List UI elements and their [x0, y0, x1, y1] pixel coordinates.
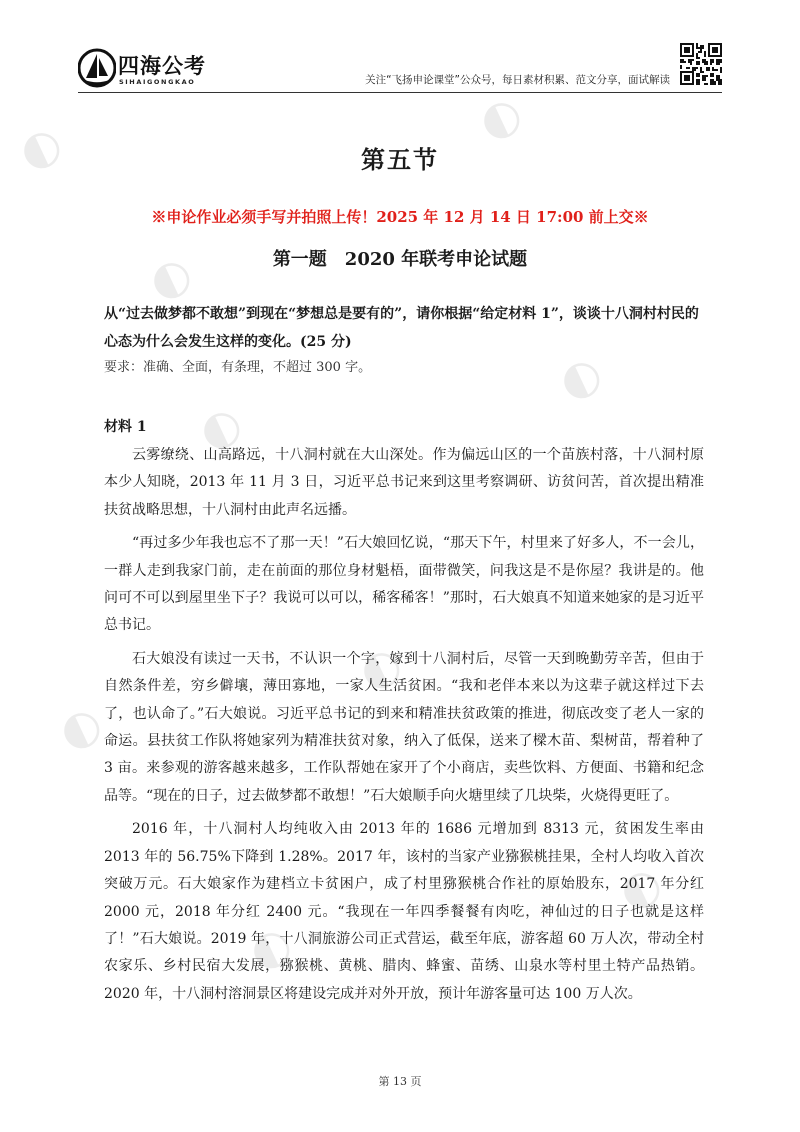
watermark: ◐	[240, 914, 300, 980]
question-prompt: 从“过去做梦都不敢想”到现在“梦想总是要有的”，请你根据“给定材料 1”，谈谈十八洞村村民的心态为什么会发生这样的变化。(25 分)	[104, 306, 699, 350]
watermark: ◐	[50, 694, 110, 760]
page-number: 第 13 页	[378, 1075, 422, 1088]
brand-name-en: SIHAIGONGKAO	[119, 78, 196, 86]
sail-logo-icon	[78, 48, 116, 88]
section-title: 第五节	[361, 145, 439, 174]
submission-notice: ※申论作业必须手写并拍照上传！2025 年 12 月 14 日 17:00 前上交※	[151, 208, 649, 226]
header-slogan: 关注“飞扬申论课堂”公众号，每日素材积累、范文分享，面试解读	[365, 74, 670, 86]
watermark: ◐	[470, 84, 530, 150]
question-title: 第一题 2020 年联考申论试题	[272, 249, 528, 270]
watermark: ◐	[610, 854, 670, 920]
material-paragraph: 云雾缭绕、山高路远，十八洞村就在大山深处。作为偏远山区的一个苗族村落，十八洞村原本少人知晓，2013 年 11 月 3 日，习近平总书记来到这里考察调研、访贫问苦，首次提出精准扶贫战略思想，十八洞村由此声名远播。	[104, 447, 704, 518]
watermark: ◐	[140, 244, 200, 310]
material-paragraph: “再过多少年我也忘不了那一天！”石大娘回忆说，“那天下午，村里来了好多人，不一会儿，一群人走到我家门前，走在前面的那位身材魁梧，面带微笑，问我这是不是你屋？我讲是的。他问可不可以到屋里坐下子？我说可以可以，稀客稀客！”那时，石大娘真不知道来她家的是习近平总书记。	[104, 535, 704, 634]
watermark: ◐	[550, 344, 610, 410]
brand-name: 四海公考	[118, 54, 206, 78]
watermark: ◐	[190, 394, 250, 460]
header-rule	[78, 92, 722, 93]
page-header	[0, 0, 800, 100]
material-label: 材料 1	[104, 419, 147, 435]
watermark: ◐	[10, 114, 70, 180]
material-paragraph: 石大娘没有读过一天书，不认识一个字，嫁到十八洞村后，尽管一天到晚勤劳辛苦，但由于自然条件差，穷乡僻壤，薄田寡地，一家人生活贫困。“我和老伴本来以为这辈子就这样过下去了，也认命了。”石大娘说。习近平总书记的到来和精准扶贫政策的推进，彻底改变了老人一家的命运。县扶贫工作队将她家列为精准扶贫对象，纳入了低保，送来了樑木苗、梨树苗，帮着种了 3 亩。来参观的游客越来越多，工作队帮她在家开了个小商店，卖些饮料、方便面、书籍和纪念品等。“现在的日子，过去做梦都不敢想！”石大娘顺手向火塘里续了几块柴，火烧得更旺了。	[104, 650, 704, 804]
watermark: ◐	[350, 634, 410, 700]
material-paragraph: 2016 年，十八洞村人均纯收入由 2013 年的 1686 元增加到 8313 元，贫困发生率由 2013 年的 56.75%下降到 1.28%。2017 年，该村的当家产业猕猴桃挂果，全村人均收入首次突破万元。石大娘家作为建档立卡贫困户，成了村里猕猴桃合作社的原始股东，2017 年分红 2000 元，2018 年分红 2400 元。“我现在一年四季餐餐有肉吃，神仙过的日子也就是这样了！”石大娘说。2019 年，十八洞旅游公司正式营运，截至年底，游客超 60 万人次，带动全村农家乐、乡村民宿大发展，猕猴桃、黄桃、腊肉、蜂蜜、苗绣、山泉水等村里土特产品热销。2020 年，十八洞村溶洞景区将建设完成并对外开放，预计年游客量可达 100 万人次。	[104, 821, 704, 1002]
brand-logo	[78, 48, 228, 92]
qr-code-icon	[680, 43, 722, 85]
answer-requirement: 要求：准确、全面，有条理，不超过 300 字。	[104, 360, 372, 375]
material-body	[104, 442, 704, 1014]
